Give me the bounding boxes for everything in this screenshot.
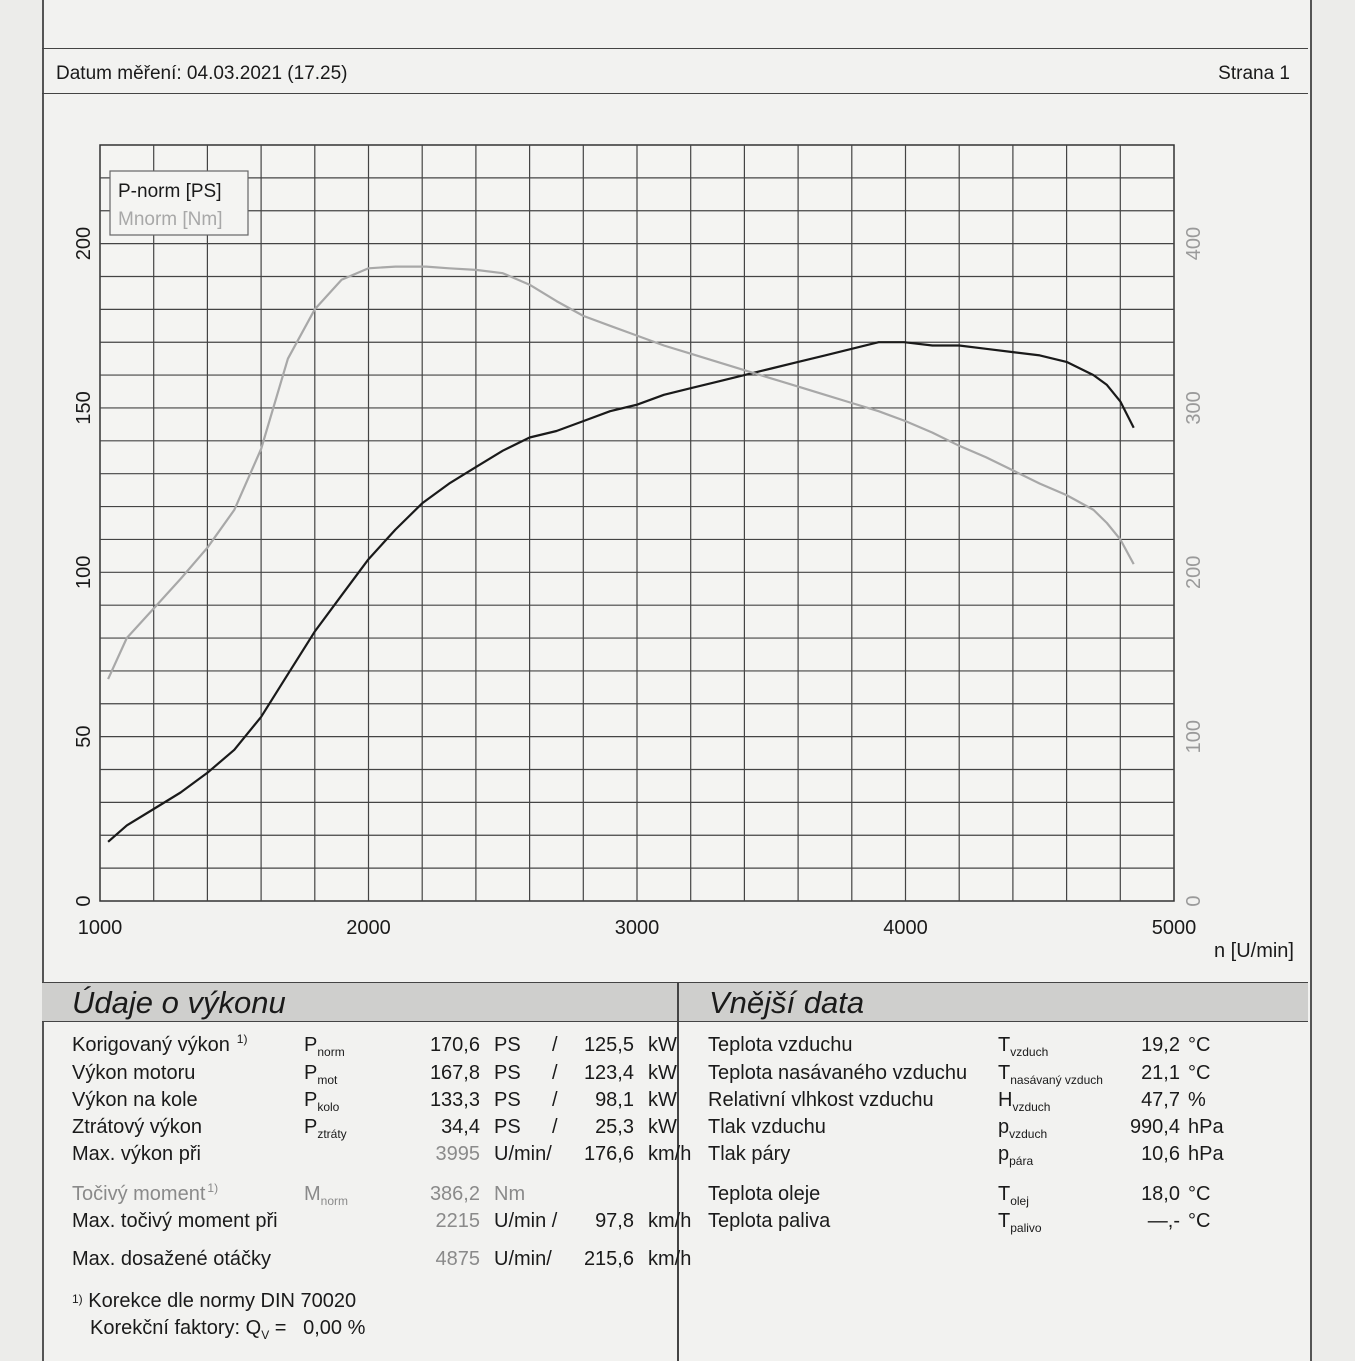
row-separator: / [552, 1116, 558, 1138]
row-value: 990,4 [1129, 1116, 1180, 1138]
row-symbol: $p_{vzduch}$ [998, 1116, 1048, 1141]
x-tick-label: 1000 [77, 917, 123, 939]
correction-factor-symbol: Q [245, 1317, 262, 1339]
row-footnote-mark: 1) [236, 1032, 248, 1046]
y-right-tick-label: 100 [1183, 719, 1205, 754]
performance-row [72, 1210, 692, 1236]
performance-row [72, 1248, 692, 1274]
performance-row [72, 1032, 677, 1060]
row-unit-1: PS [494, 1116, 521, 1138]
y-right-tick-label: 300 [1183, 391, 1205, 425]
row-value-1: 133,3 [429, 1089, 480, 1111]
row-value: 10,6 [1141, 1143, 1180, 1165]
row-symbol: $P_{ztráty}$ [304, 1116, 347, 1141]
row-unit-1: Nm [494, 1183, 526, 1205]
row-unit-2: km/h [648, 1248, 692, 1270]
row-unit: % [1188, 1089, 1206, 1111]
performance-row [72, 1143, 692, 1169]
correction-factor-sub: V [261, 1328, 270, 1342]
external-row [708, 1034, 1298, 1060]
performance-title-bar [42, 982, 677, 1022]
footnote-text: Korekce dle normy DIN 70020 [88, 1290, 357, 1312]
y-right-tick-label: 200 [1183, 555, 1205, 589]
row-value: 21,1 [1141, 1062, 1180, 1084]
row-unit: °C [1188, 1062, 1211, 1084]
row-label: Ztrátový výkon [72, 1116, 203, 1138]
external-row [708, 1089, 1298, 1115]
y-right-tick-label: 0 [1183, 895, 1205, 907]
row-value-2: 97,8 [595, 1210, 634, 1232]
row-value: 47,7 [1141, 1089, 1180, 1111]
row-symbol: $T_{palivo}$ [998, 1210, 1042, 1235]
row-unit: hPa [1188, 1143, 1224, 1165]
performance-row [72, 1116, 677, 1142]
row-value-2: 176,6 [583, 1143, 634, 1165]
row-value-1: 170,6 [429, 1034, 480, 1056]
row-symbol: $P_{kolo}$ [304, 1089, 340, 1114]
row-value: 19,2 [1141, 1034, 1180, 1056]
row-symbol: $T_{vzduch}$ [998, 1034, 1049, 1059]
row-label: Max. dosažené otáčky [72, 1248, 271, 1270]
x-axis-label: n [U/min] [1213, 940, 1294, 962]
report-header [42, 48, 1308, 94]
performance-title: Údaje o výkonu [72, 985, 286, 1020]
row-value-1: 3995 [435, 1143, 480, 1165]
row-unit: °C [1188, 1183, 1211, 1205]
row-symbol: $M_{norm}$ [304, 1183, 349, 1208]
row-value-2: 98,1 [595, 1089, 634, 1111]
x-tick-label: 4000 [883, 917, 928, 939]
row-value: 18,0 [1141, 1183, 1180, 1205]
legend-entry-power: P-norm [PS] [118, 181, 222, 202]
row-symbol: $P_{mot}$ [304, 1062, 338, 1087]
row-separator: / [552, 1062, 558, 1084]
dyno-chart [42, 92, 1308, 972]
row-unit-2: kW [648, 1089, 677, 1111]
external-title-bar [679, 982, 1308, 1022]
external-row [708, 1183, 1298, 1209]
row-unit-1: U/min/ [494, 1143, 552, 1165]
row-separator: / [552, 1089, 558, 1111]
row-value: —,- [1147, 1210, 1180, 1232]
row-unit-1: PS [494, 1034, 521, 1056]
row-value-2: 125,5 [583, 1034, 634, 1056]
row-label: Točivý moment [72, 1183, 206, 1205]
correction-factor-label: Korekční faktory [90, 1317, 235, 1339]
row-label: Tlak páry [708, 1143, 791, 1165]
footnote-1 [72, 1290, 356, 1313]
external-row [708, 1062, 1298, 1088]
row-unit-1: PS [494, 1062, 521, 1084]
row-label: Teplota oleje [708, 1183, 821, 1205]
footnote-mark: 1) [72, 1292, 83, 1306]
row-unit-2: km/h [648, 1210, 692, 1232]
y-right-tick-label: 400 [1183, 226, 1205, 261]
row-footnote-mark: 1) [207, 1181, 219, 1195]
performance-row [72, 1183, 672, 1209]
performance-row [72, 1062, 677, 1088]
y-left-tick-label: 50 [73, 725, 95, 748]
row-value-1: 2215 [435, 1210, 480, 1232]
correction-factor-value: = 0,00 % [274, 1317, 366, 1339]
row-label: Tlak vzduchu [708, 1116, 826, 1138]
x-tick-label: 2000 [346, 917, 391, 939]
row-value-1: 167,8 [429, 1062, 480, 1084]
y-left-tick-label: 150 [73, 391, 95, 425]
row-value-1: 34,4 [441, 1116, 480, 1138]
row-label: Výkon motoru [72, 1062, 196, 1084]
row-symbol: $P_{norm}$ [304, 1034, 345, 1059]
external-title: Vnější data [709, 985, 865, 1020]
footnote-2: Korekční faktory: $Q_V = 0,00$ % [90, 1317, 366, 1342]
y-left-tick-label: 100 [73, 555, 95, 589]
row-label: Výkon na kole [72, 1089, 198, 1111]
row-label: Max. výkon při [72, 1143, 201, 1165]
row-value-1: 4875 [435, 1248, 480, 1270]
row-label: Relativní vlhkost vzduchu [708, 1089, 934, 1111]
row-unit-1: U/min / [494, 1210, 558, 1232]
external-row [708, 1143, 1298, 1169]
row-unit-1: PS [494, 1089, 521, 1111]
row-value-2: 123,4 [583, 1062, 634, 1084]
row-symbol: $p_{pára}$ [998, 1143, 1034, 1168]
row-separator: / [552, 1034, 558, 1056]
row-label: Max. točivý moment při [72, 1210, 278, 1232]
x-tick-label: 3000 [614, 917, 660, 939]
y-left-tick-label: 200 [73, 226, 95, 261]
page-number: Strana 1 [1218, 63, 1290, 84]
row-symbol: $H_{vzduch}$ [998, 1089, 1051, 1114]
row-unit-2: kW [648, 1062, 677, 1084]
measurement-date: Datum měření: 04.03.2021 (17.25) [56, 63, 348, 84]
legend-entry-torque: Mnorm [Nm] [118, 209, 223, 230]
row-symbol: $T_{olej}$ [998, 1183, 1029, 1208]
row-unit-2: km/h [648, 1143, 692, 1165]
row-value-2: 25,3 [595, 1116, 634, 1138]
row-unit-1: U/min/ [494, 1248, 552, 1270]
row-unit: hPa [1188, 1116, 1224, 1138]
external-data-section [679, 982, 1308, 1361]
row-label: Teplota vzduchu [708, 1034, 853, 1056]
row-unit: °C [1188, 1034, 1211, 1056]
external-row [708, 1210, 1298, 1236]
performance-row [72, 1089, 677, 1115]
row-symbol: $T_{nasávaný vzduch}$ [998, 1062, 1103, 1087]
row-unit-2: kW [648, 1034, 677, 1056]
performance-section [42, 982, 692, 1361]
row-label: Teplota paliva [708, 1210, 831, 1232]
external-row [708, 1116, 1298, 1142]
row-unit: °C [1188, 1210, 1211, 1232]
row-value-1: 386,2 [429, 1183, 480, 1205]
row-label: Teplota nasávaného vzduchu [708, 1062, 968, 1084]
x-tick-label: 5000 [1151, 917, 1197, 939]
row-value-2: 215,6 [583, 1248, 634, 1270]
row-label: Korigovaný výkon [72, 1034, 230, 1056]
y-left-tick-label: 0 [73, 895, 95, 907]
row-unit-2: kW [648, 1116, 677, 1138]
